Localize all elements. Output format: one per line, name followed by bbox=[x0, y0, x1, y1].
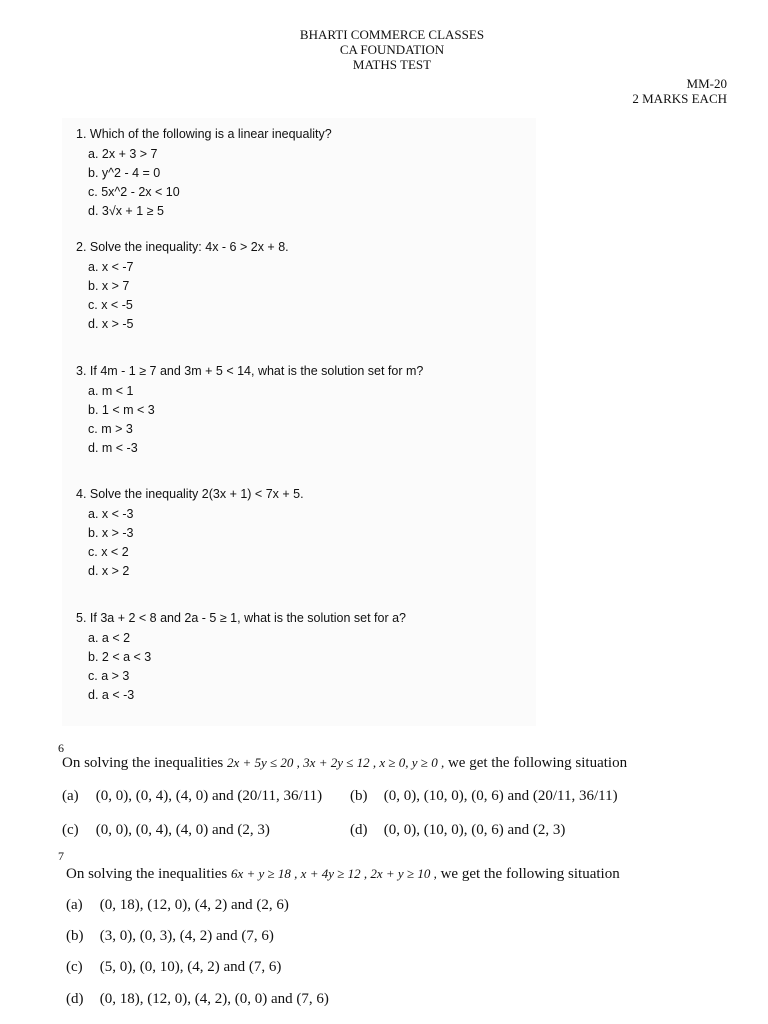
question-6-options-row-1 bbox=[62, 788, 618, 805]
option-d: d. x > -5 bbox=[88, 317, 134, 331]
option-d: d. a < -3 bbox=[88, 688, 135, 702]
course-name: CA FOUNDATION bbox=[339, 42, 445, 57]
option-b: b. x > -3 bbox=[88, 526, 134, 540]
marks-per-question: 2 MARKS EACH bbox=[632, 91, 727, 106]
option-label: (a) bbox=[62, 788, 79, 804]
option-label: (d) bbox=[66, 991, 84, 1007]
option-b: (0, 0), (10, 0), (0, 6) and (20/11, 36/11) bbox=[383, 788, 618, 804]
question-4 bbox=[76, 484, 304, 581]
option-c: c. m > 3 bbox=[88, 422, 133, 436]
question-2 bbox=[76, 237, 289, 334]
stem-inequalities: 6x + y ≥ 18 , x + 4y ≥ 12 , 2x + y ≥ 10 , bbox=[230, 866, 437, 881]
option-a: a. 2x + 3 > 7 bbox=[88, 147, 158, 161]
question-1 bbox=[76, 124, 332, 221]
option-d: (0, 0), (10, 0), (0, 6) and (2, 3) bbox=[383, 822, 566, 838]
option-a: a. x < -7 bbox=[88, 260, 134, 274]
option-c: c. 5x^2 - 2x < 10 bbox=[88, 185, 180, 199]
option-a: a. m < 1 bbox=[88, 384, 134, 398]
stem-prefix: On solving the inequalities bbox=[62, 755, 224, 771]
option-d: d. 3√x + 1 ≥ 5 bbox=[88, 204, 164, 218]
option-d-wrap bbox=[350, 822, 565, 839]
option-c: c. a > 3 bbox=[88, 669, 130, 683]
marks-info bbox=[632, 76, 727, 106]
question-stem: 3. If 4m - 1 ≥ 7 and 3m + 5 < 14, what is the solution set for m? bbox=[76, 364, 424, 378]
option-label: (d) bbox=[350, 822, 368, 838]
question-7-option-a bbox=[66, 897, 289, 914]
option-c: c. x < 2 bbox=[88, 545, 129, 559]
stem-inequalities: 2x + 5y ≤ 20 , 3x + 2y ≤ 12 , x ≥ 0, y ≥ 0 , bbox=[226, 755, 445, 770]
option-c: (0, 0), (0, 4), (4, 0) and (2, 3) bbox=[95, 822, 270, 838]
question-stem: 1. Which of the following is a linear inequality? bbox=[76, 127, 332, 141]
institute-name: BHARTI COMMERCE CLASSES bbox=[299, 27, 485, 42]
option-a: (0, 18), (12, 0), (4, 2) and (2, 6) bbox=[99, 897, 289, 913]
stem-suffix: we get the following situation bbox=[440, 866, 620, 882]
option-b-wrap bbox=[350, 788, 618, 805]
option-a: (0, 0), (0, 4), (4, 0) and (20/11, 36/11) bbox=[95, 788, 323, 804]
question-6-number: 6 bbox=[58, 741, 64, 755]
option-b: (3, 0), (0, 3), (4, 2) and (7, 6) bbox=[99, 928, 274, 944]
option-b: b. 2 < a < 3 bbox=[88, 650, 152, 664]
option-d: d. x > 2 bbox=[88, 564, 130, 578]
question-5 bbox=[76, 608, 406, 705]
option-c: (5, 0), (0, 10), (4, 2) and (7, 6) bbox=[99, 959, 282, 975]
maximum-marks: MM-20 bbox=[686, 76, 727, 91]
document-header bbox=[0, 27, 768, 72]
option-c: c. x < -5 bbox=[88, 298, 133, 312]
option-label: (b) bbox=[350, 788, 368, 804]
test-title: MATHS TEST bbox=[352, 57, 432, 72]
question-stem: 5. If 3a + 2 < 8 and 2a - 5 ≥ 1, what is the solution set for a? bbox=[76, 611, 406, 625]
stem-prefix: On solving the inequalities bbox=[66, 866, 228, 882]
question-7-option-b bbox=[66, 928, 274, 945]
option-label: (c) bbox=[62, 822, 79, 838]
option-b: b. x > 7 bbox=[88, 279, 130, 293]
question-6-stem bbox=[62, 755, 627, 772]
question-stem: 4. Solve the inequality 2(3x + 1) < 7x + 5. bbox=[76, 487, 304, 501]
option-a: a. a < 2 bbox=[88, 631, 131, 645]
option-label: (c) bbox=[66, 959, 83, 975]
question-6-options-row-2 bbox=[62, 822, 566, 839]
option-b: b. y^2 - 4 = 0 bbox=[88, 166, 161, 180]
option-a: a. x < -3 bbox=[88, 507, 134, 521]
option-d: (0, 18), (12, 0), (4, 2), (0, 0) and (7, 6) bbox=[99, 991, 329, 1007]
option-label: (b) bbox=[66, 928, 84, 944]
question-stem: 2. Solve the inequality: 4x - 6 > 2x + 8. bbox=[76, 240, 289, 254]
question-7-option-c bbox=[66, 959, 281, 976]
stem-suffix: we get the following situation bbox=[447, 755, 628, 771]
option-b: b. 1 < m < 3 bbox=[88, 403, 155, 417]
question-7-option-d bbox=[66, 991, 329, 1008]
question-3 bbox=[76, 361, 423, 458]
question-7-number: 7 bbox=[58, 849, 64, 863]
option-label: (a) bbox=[66, 897, 83, 913]
question-7-stem bbox=[66, 866, 620, 883]
option-d: d. m < -3 bbox=[88, 441, 138, 455]
